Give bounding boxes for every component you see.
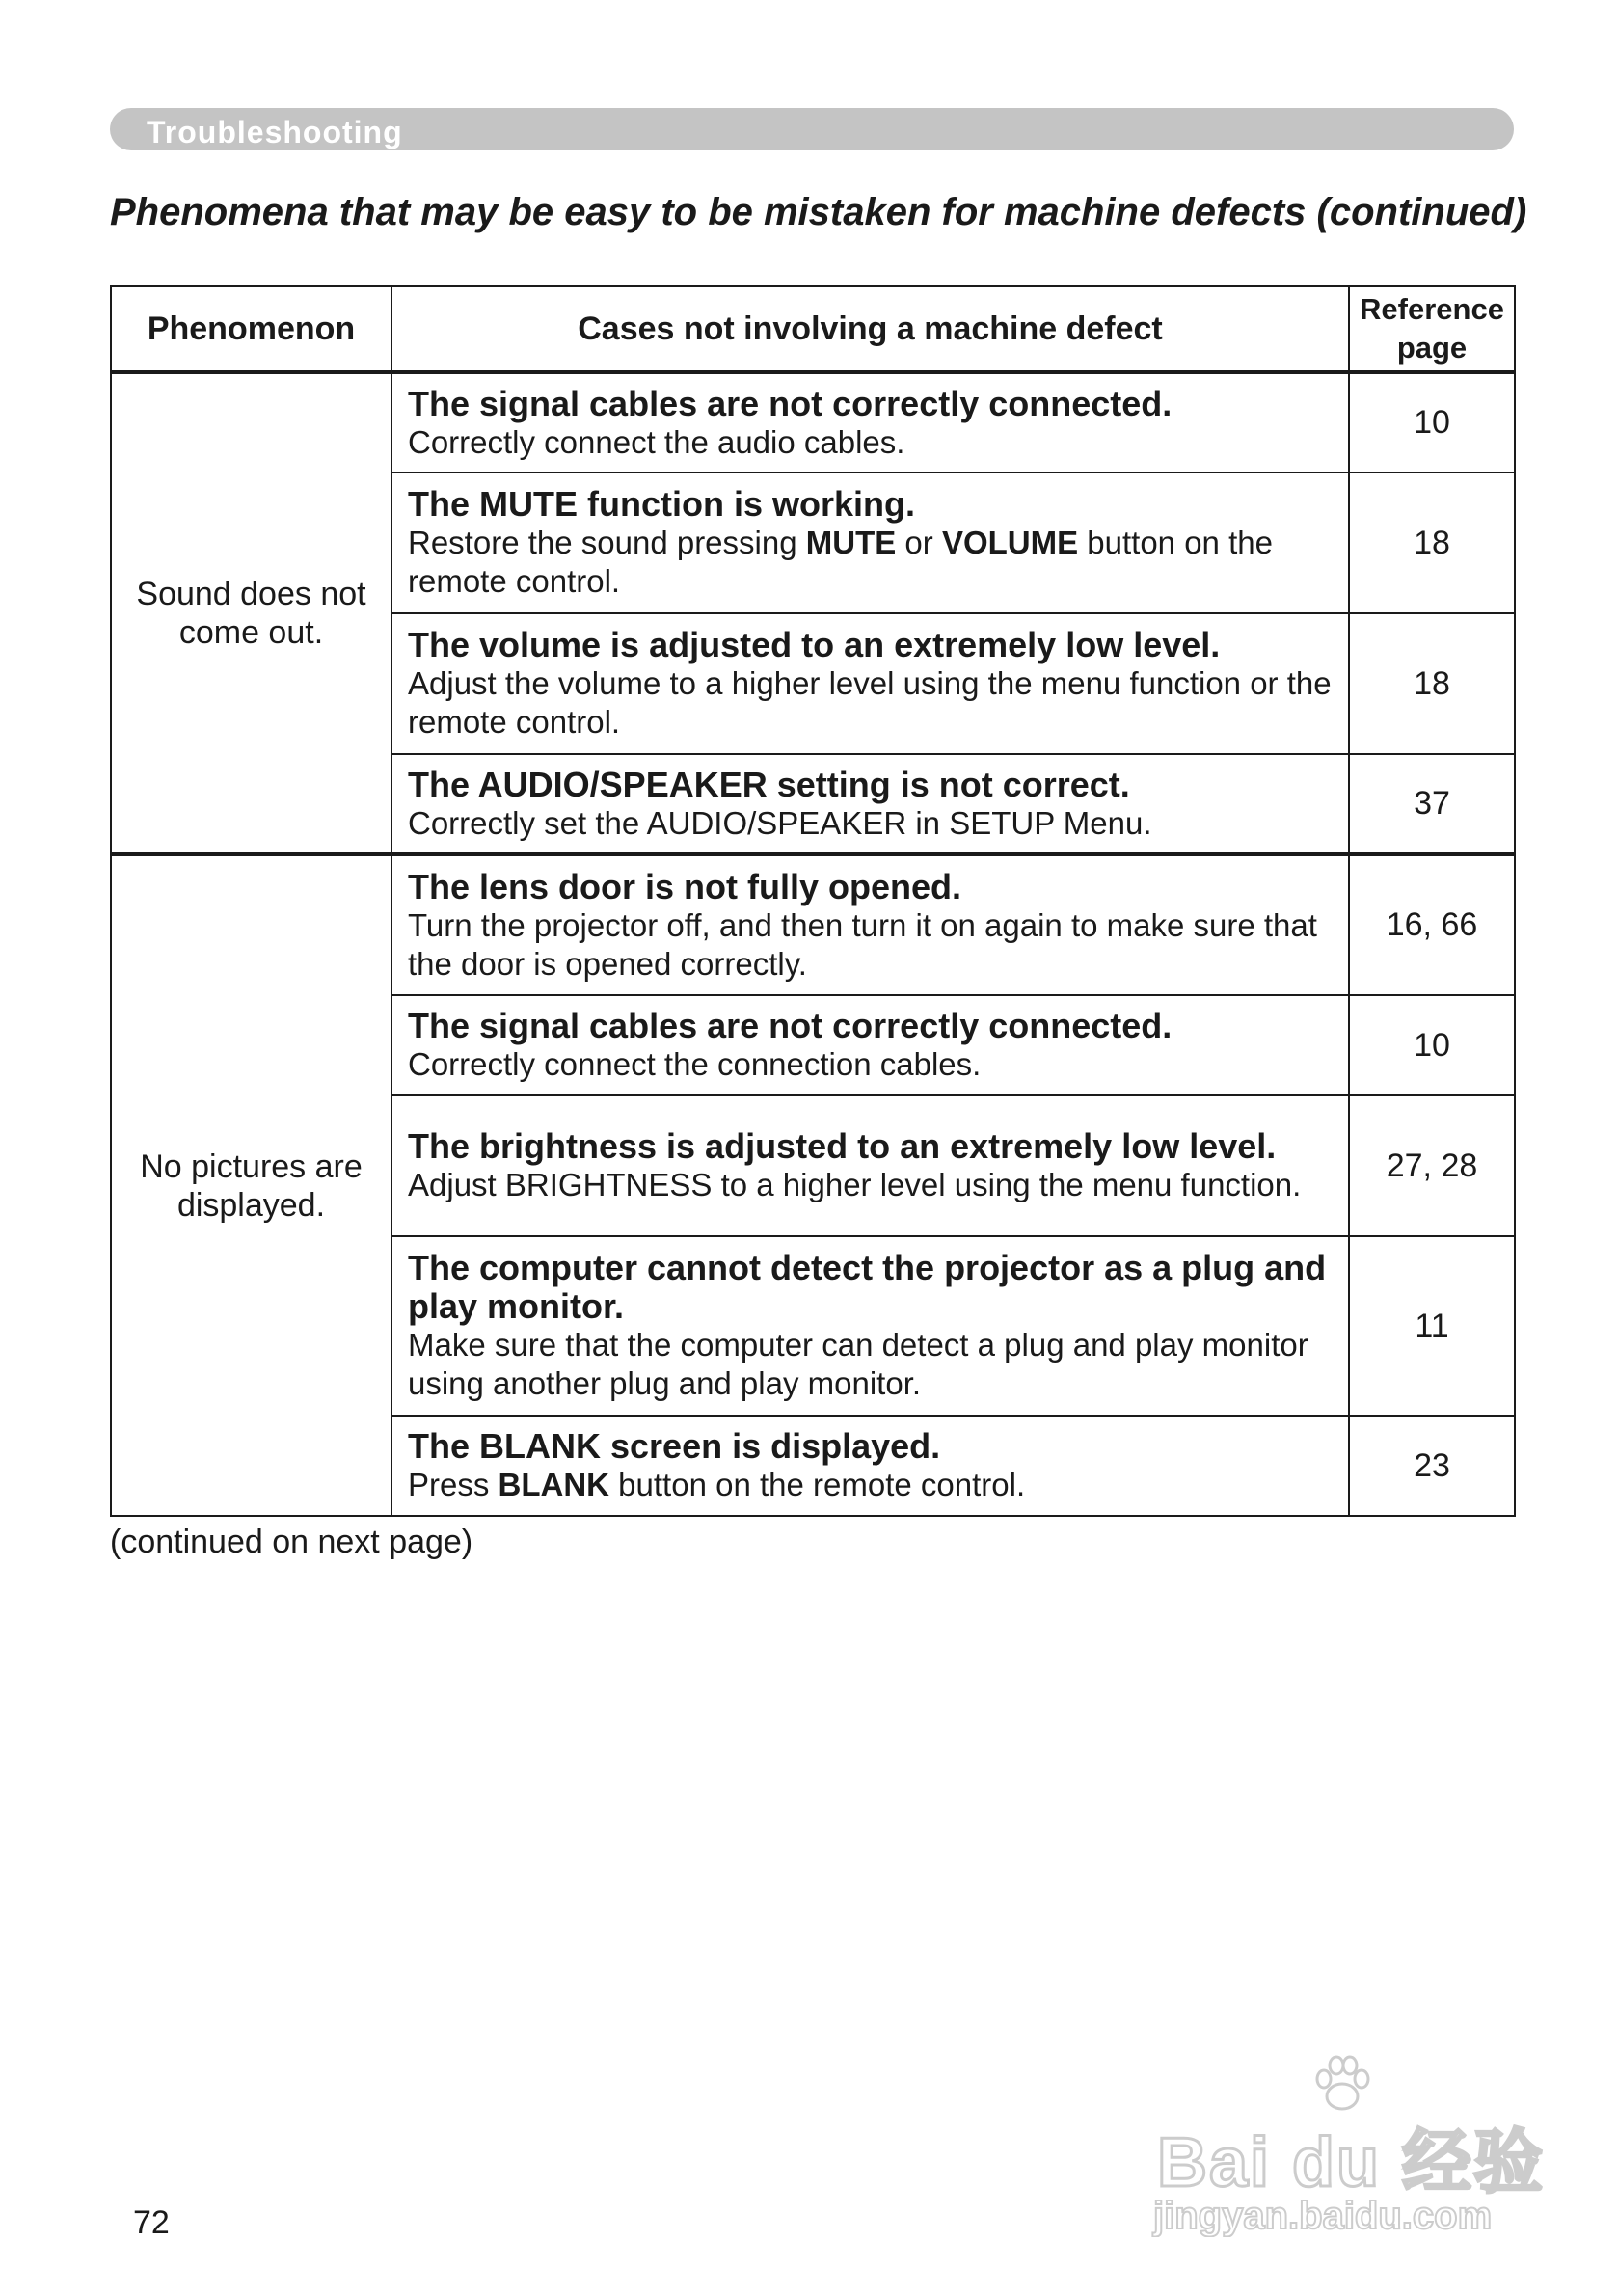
case-cell — [391, 1236, 1349, 1416]
watermark-main-text: Bai du 经验 — [1157, 2124, 1546, 2201]
phenomenon-cell: No pictures are displayed. — [111, 854, 391, 1516]
case-cell — [391, 1095, 1349, 1236]
case-desc: Correctly connect the audio cables. — [408, 423, 905, 460]
reference-page: 11 — [1349, 1236, 1515, 1416]
troubleshooting-table — [110, 285, 1516, 1517]
case-cell — [391, 754, 1349, 854]
desc-bold-volume: VOLUME — [941, 525, 1079, 560]
case-desc: Adjust the volume to a higher level using the menu function or the remote control. — [408, 665, 1332, 740]
reference-page: 18 — [1349, 473, 1515, 613]
table-row — [111, 854, 1515, 995]
page-title: Phenomena that may be easy to be mistaken for machine defects (continued) — [110, 191, 1527, 233]
page-number: 72 — [133, 2204, 170, 2241]
case-cell — [391, 1416, 1349, 1516]
case-desc: Turn the projector off, and then turn it on again to make sure that the door is opened correctly. — [408, 906, 1317, 982]
case-title: The MUTE function is working. — [408, 484, 915, 524]
reference-page: 16, 66 — [1349, 854, 1515, 995]
case-desc — [408, 524, 1335, 601]
desc-text: Press — [408, 1467, 499, 1502]
header-reference-page: Reference page — [1349, 286, 1515, 372]
section-title: Troubleshooting — [147, 115, 403, 149]
desc-bold-blank: BLANK — [498, 1467, 610, 1502]
desc-text: or — [896, 525, 942, 560]
case-cell — [391, 372, 1349, 473]
case-title: The signal cables are not correctly connected. — [408, 1006, 1173, 1045]
watermark-url: jingyan.baidu.com — [1153, 2195, 1493, 2237]
case-title: The lens door is not fully opened. — [408, 866, 962, 906]
case-desc: Correctly set the AUDIO/SPEAKER in SETUP Menu. — [408, 804, 1152, 841]
case-cell — [391, 473, 1349, 613]
section-header-bar — [110, 108, 1514, 150]
reference-page: 18 — [1349, 613, 1515, 754]
reference-page: 10 — [1349, 372, 1515, 473]
header-cases: Cases not involving a machine defect — [391, 286, 1349, 372]
case-desc: Adjust BRIGHTNESS to a higher level using the menu function. — [408, 1167, 1302, 1202]
case-title: The AUDIO/SPEAKER setting is not correct. — [408, 764, 1130, 804]
case-desc: Correctly connect the connection cables. — [408, 1046, 982, 1082]
reference-page: 27, 28 — [1349, 1095, 1515, 1236]
case-title: The BLANK screen is displayed. — [408, 1426, 941, 1466]
continued-note: (continued on next page) — [110, 1524, 473, 1560]
phenomenon-cell: Sound does not come out. — [111, 372, 391, 854]
case-desc: Make sure that the computer can detect a plug and play monitor using another plug and play monitor. — [408, 1327, 1308, 1401]
desc-text: button on the remote control. — [609, 1467, 1026, 1502]
table-row — [111, 372, 1515, 473]
case-title: The signal cables are not correctly connected. — [408, 383, 1173, 423]
desc-text: button on the remote control. — [408, 525, 1273, 599]
watermark-logo — [1149, 2050, 1546, 2243]
case-cell — [391, 854, 1349, 995]
case-title: The volume is adjusted to an extremely low level. — [408, 625, 1221, 664]
case-title: The computer cannot detect the projector as a plug and play monitor. — [408, 1248, 1327, 1326]
header-phenomenon: Phenomenon — [111, 286, 391, 372]
case-desc — [408, 1466, 1335, 1504]
case-cell — [391, 995, 1349, 1095]
case-title: The brightness is adjusted to an extremely low level. — [408, 1126, 1277, 1166]
desc-bold-mute: MUTE — [805, 525, 897, 560]
table-header-row — [111, 286, 1515, 372]
desc-text: Restore the sound pressing — [408, 525, 806, 560]
reference-page: 23 — [1349, 1416, 1515, 1516]
reference-page: 37 — [1349, 754, 1515, 854]
reference-page: 10 — [1349, 995, 1515, 1095]
case-cell — [391, 613, 1349, 754]
